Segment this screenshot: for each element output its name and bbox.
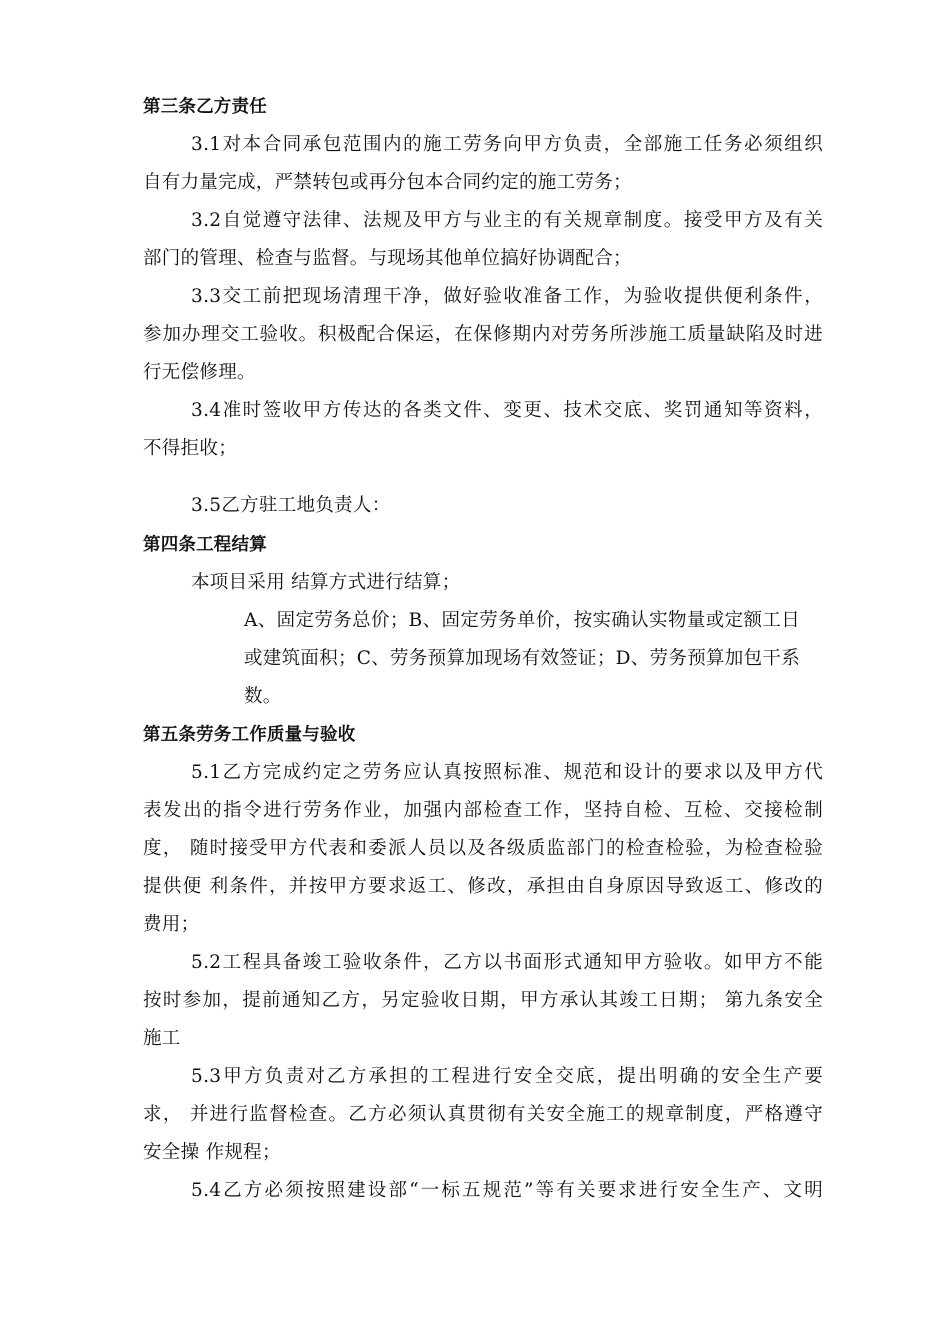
section-heading-3: 第三条乙方责任	[143, 97, 267, 117]
paragraph-line: 3.3交工前把现场清理干净，做好验收准备工作，为验收提供便利条件，	[191, 286, 823, 307]
paragraph-line: 本项目采用 结算方式进行结算；	[191, 572, 461, 593]
option-line: 或建筑面积；C、劳务预算加现场有效签证；D、劳务预算加包干系	[244, 648, 800, 669]
paragraph-line: 不得拒收；	[143, 438, 238, 459]
paragraph-line: 提供便 利条件，并按甲方要求返工、修改，承担由自身原因导致返工、修改的	[143, 876, 823, 897]
paragraph-line: 5.2工程具备竣工验收条件，乙方以书面形式通知甲方验收。如甲方不能	[191, 952, 823, 973]
option-line: 数。	[244, 686, 282, 707]
section-heading-5: 第五条劳务工作质量与验收	[143, 725, 356, 745]
paragraph-line: 表发出的指令进行劳务作业，加强内部检查工作，坚持自检、互检、交接检制	[143, 800, 823, 821]
paragraph-line: 行无偿修理。	[143, 362, 256, 383]
paragraph-line: 施工	[143, 1028, 181, 1049]
paragraph-line: 参加办理交工验收。积极配合保运，在保修期内对劳务所涉施工质量缺陷及时进	[143, 324, 823, 345]
option-line: A、固定劳务总价；B、固定劳务单价，按实确认实物量或定额工日	[244, 610, 800, 631]
paragraph-line: 安全操 作规程；	[143, 1142, 281, 1163]
paragraph-line: 度， 随时接受甲方代表和委派人员以及各级质监部门的检查检验，为检查检验	[143, 838, 823, 859]
paragraph-line: 3.4准时签收甲方传达的各类文件、变更、技术交底、奖罚通知等资料，	[191, 400, 823, 421]
paragraph-line: 求， 并进行监督检查。乙方必须认真贯彻有关安全施工的规章制度，严格遵守	[143, 1104, 823, 1125]
paragraph-line: 部门的管理、检查与监督。与现场其他单位搞好协调配合；	[143, 248, 632, 269]
paragraph-line: 5.3甲方负责对乙方承担的工程进行安全交底，提出明确的安全生产要	[191, 1066, 823, 1087]
paragraph-line: 按时参加，提前通知乙方，另定验收日期，甲方承认其竣工日期； 第九条安全	[143, 990, 823, 1011]
paragraph-line: 5.4乙方必须按照建设部“一标五规范”等有关要求进行安全生产、文明	[191, 1180, 823, 1201]
paragraph-line: 费用；	[143, 914, 200, 935]
paragraph-line: 自有力量完成，严禁转包或再分包本合同约定的施工劳务；	[143, 172, 632, 193]
paragraph-line: 3.2自觉遵守法律、法规及甲方与业主的有关规章制度。接受甲方及有关	[191, 210, 823, 231]
paragraph-line: 3.5乙方驻工地负责人：	[191, 495, 391, 516]
paragraph-line: 3.1对本合同承包范围内的施工劳务向甲方负责，全部施工任务必须组织	[191, 134, 823, 155]
section-heading-4: 第四条工程结算	[143, 535, 267, 555]
paragraph-line: 5.1乙方完成约定之劳务应认真按照标准、规范和设计的要求以及甲方代	[191, 762, 823, 783]
